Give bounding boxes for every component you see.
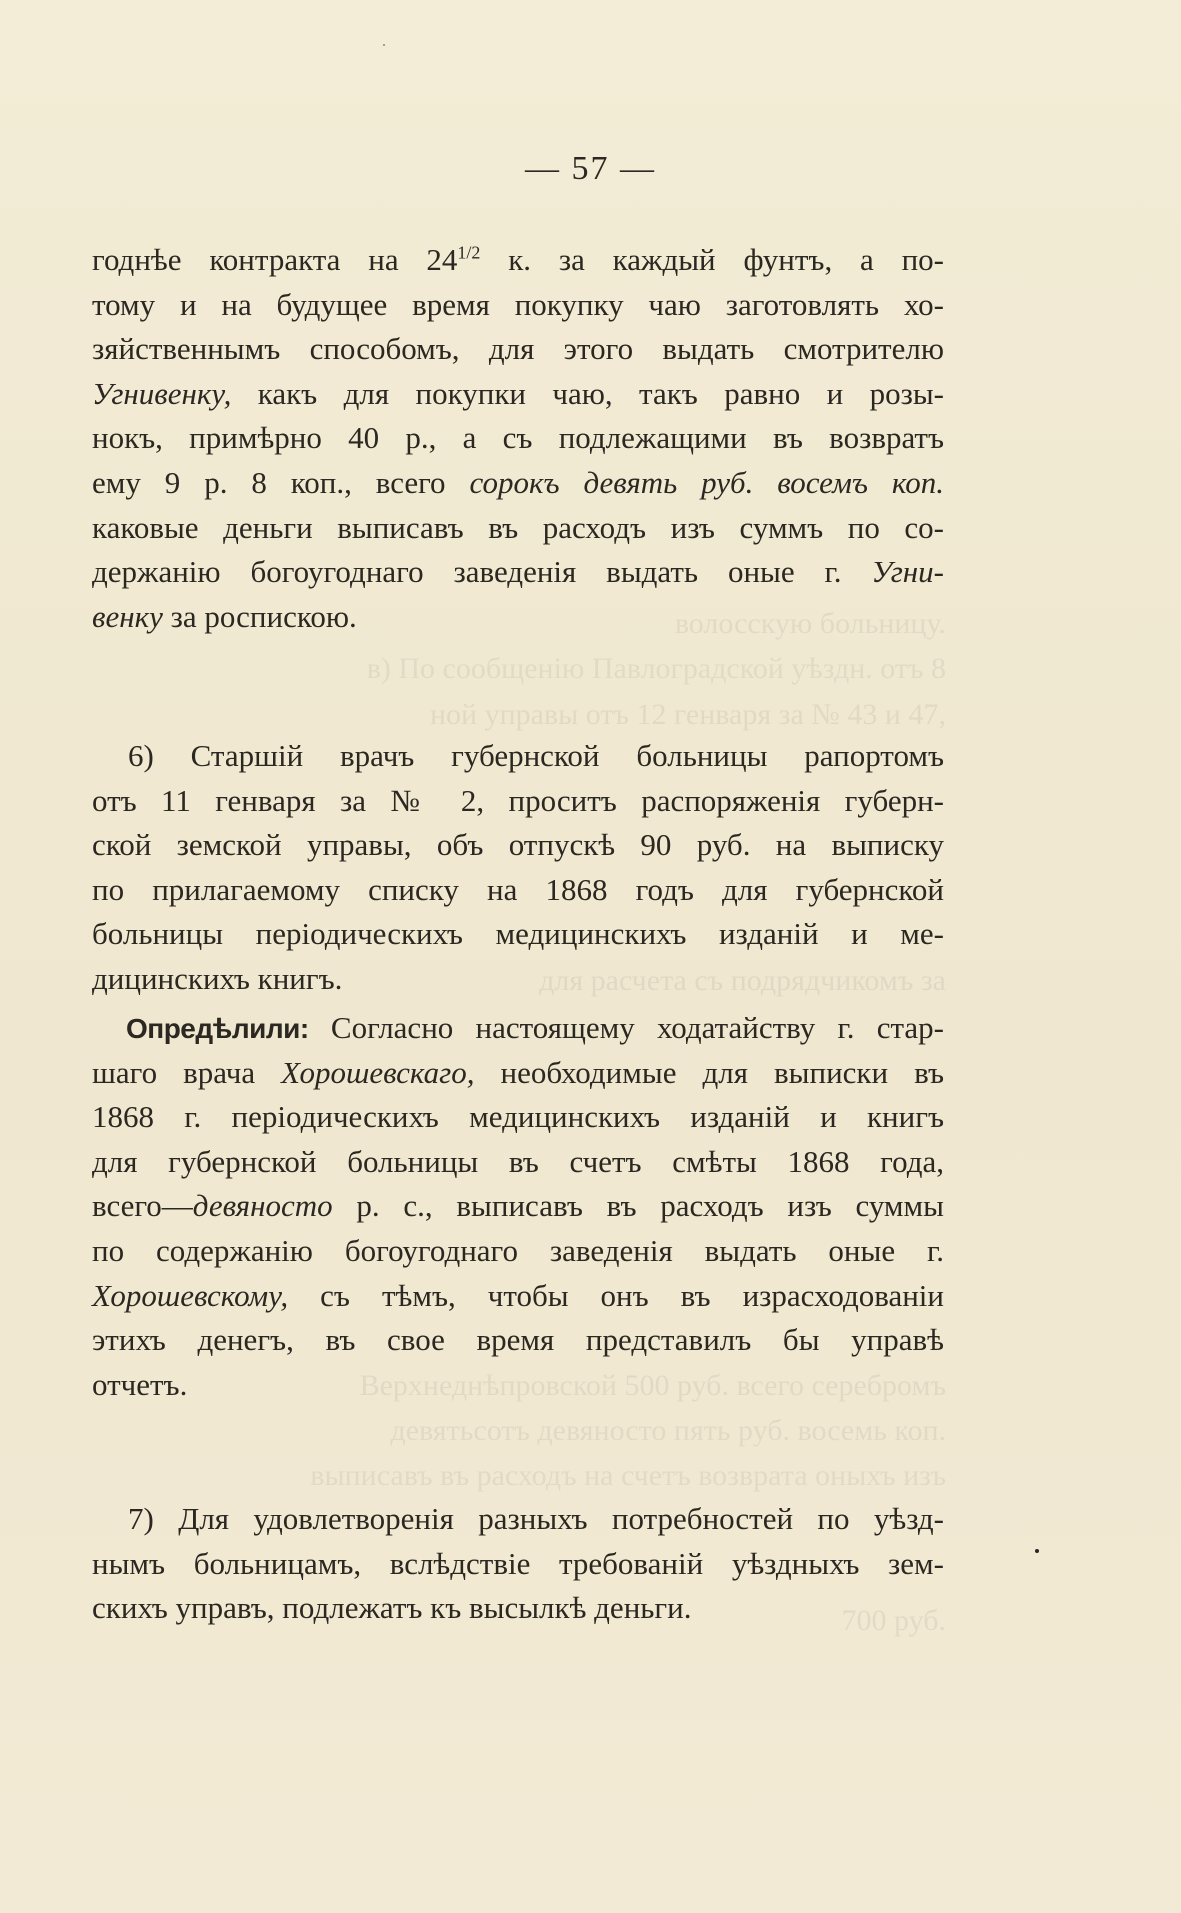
text-line: всего—девяносто р. с., выписавъ въ расходъ изъ суммы — [92, 1188, 944, 1224]
text-line: отчетъ. — [92, 1366, 188, 1402]
text-line: дицинскихъ книгъ. — [92, 960, 343, 996]
text-line: держанію богоугоднаго заведенія выдать оные г. Угни- — [92, 554, 944, 590]
text-line: годнѣе контракта на $24^{1/2}$ к. за каждый фунтъ, а по- — [92, 242, 944, 277]
bleed-through-line: в) По сообщенію Павлоградской уѣздн. отъ 8 — [366, 652, 946, 685]
text-line: ской земской управы, объ отпускѣ 90 руб. на выписку — [92, 827, 944, 863]
bleed-through-line: выписавъ въ расходъ на счетъ возврата оныхъ изъ — [310, 1459, 946, 1492]
resolution-item-6 — [92, 1006, 944, 1407]
text-line: отъ 11 генваря за № 2, проситъ распоряженія губерн- — [92, 782, 944, 818]
text-line: больницы періодическихъ медицинскихъ изданій и ме- — [92, 916, 944, 952]
ink-speck — [1035, 1549, 1039, 1553]
text-line: Хорошевскому, съ тѣмъ, чтобы онъ въ израсходованіи — [92, 1277, 944, 1313]
ink-speck — [383, 44, 385, 46]
page-number: — 57 — — [525, 150, 656, 187]
bleed-through-line: девятьсотъ девяносто пять руб. восемь коп. — [390, 1414, 946, 1447]
paragraph-item-7 — [92, 1497, 944, 1631]
bleed-through-line: ной управы отъ 12 генваря за № 43 и 47, — [429, 698, 946, 731]
text-line: нокъ, примѣрно 40 р., а съ подлежащими въ возвратъ — [92, 420, 944, 456]
text-line: каковые деньги выписавъ въ расходъ изъ суммъ по со- — [92, 509, 944, 545]
text-line: зяйственнымъ способомъ, для этого выдать смотрителю — [92, 331, 944, 367]
text-line: шаго врача Хорошевскаго, необходимые для выписки въ — [92, 1054, 944, 1090]
paragraph-item-6 — [92, 734, 944, 1002]
text-line: 7) Для удовлетворенія разныхъ потребностей по уѣзд- — [128, 1501, 944, 1536]
text-line: нымъ больницамъ, вслѣдствіе требованій уѣздныхъ зем- — [92, 1545, 944, 1581]
text-line: по прилагаемому списку на 1868 годъ для губернской — [92, 871, 944, 907]
text-line: Угнивенку, какъ для покупки чаю, такъ равно и розы- — [92, 375, 944, 411]
resolution-lead: Опредѣлили: — [126, 1013, 309, 1044]
text-line: ему 9 р. 8 коп., всего сорокъ девять руб. восемъ коп. — [92, 464, 945, 500]
bleed-through-line: Верхнеднѣпровской 500 руб. всего серебромъ — [359, 1369, 946, 1402]
text-line: скихъ управъ, подлежатъ къ высылкѣ деньги. — [92, 1590, 692, 1626]
text-line: тому и на будущее время покупку чаю заготовлять хо- — [92, 286, 944, 322]
paragraph-continuation — [92, 238, 944, 639]
bleed-through-line: 700 руб. — [841, 1604, 946, 1637]
text-line: Опредѣлили: Согласно настоящему ходатайству г. стар- — [126, 1010, 944, 1045]
text-line: венку за роспискою. — [92, 598, 357, 634]
text-line: для губернской больницы въ счетъ смѣты 1868 года, — [92, 1143, 944, 1179]
text-line: по содержанію богоугоднаго заведенія выдать оные г. — [92, 1232, 944, 1268]
text-line: этихъ денегъ, въ свое время представилъ бы управѣ — [92, 1322, 944, 1358]
text-line: 6) Старшій врачъ губернской больницы рапортомъ — [128, 738, 944, 773]
bleed-through-line: волосскую больницу. — [674, 607, 946, 640]
bleed-through-line: для расчета съ подрядчикомъ за — [539, 964, 946, 997]
text-line: 1868 г. періодическихъ медицинскихъ изданій и книгъ — [92, 1099, 944, 1135]
